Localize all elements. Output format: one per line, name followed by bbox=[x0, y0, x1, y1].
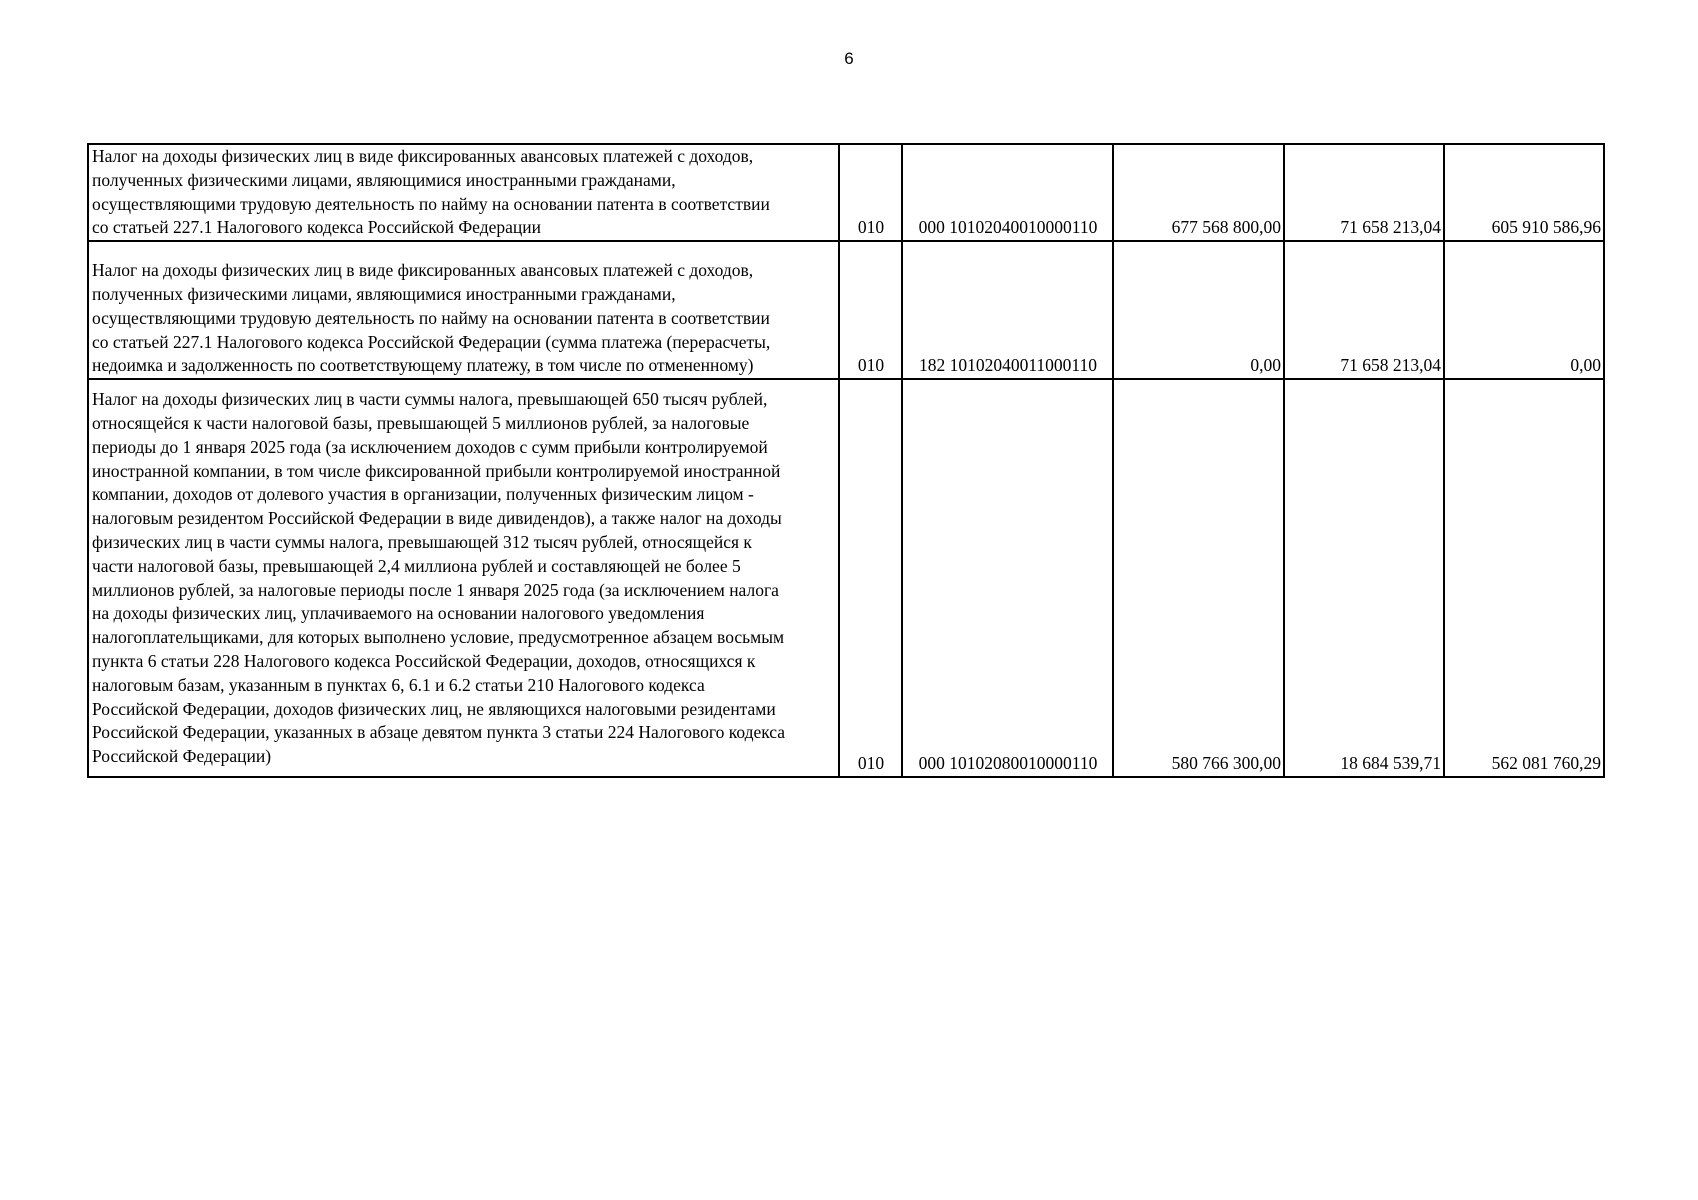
row-unexecuted: 562 081 760,29 bbox=[1444, 379, 1604, 777]
row-unexecuted: 0,00 bbox=[1444, 241, 1604, 379]
row-line-code: 010 bbox=[839, 144, 902, 241]
row-executed: 18 684 539,71 bbox=[1284, 379, 1444, 777]
row-approved: 580 766 300,00 bbox=[1113, 379, 1284, 777]
row-description: Налог на доходы физических лиц в виде фиксированных авансовых платежей с доходов, полученных физическими лицами, являющимися иностранными гражданами, осуществляющими трудовую деятельность по найму на основании патента в соответствии со статьей 227.1 Налогового кодекса Российской Федерации bbox=[88, 144, 839, 241]
row-line-code: 010 bbox=[839, 379, 902, 777]
table-row bbox=[88, 379, 1604, 777]
row-approved: 0,00 bbox=[1113, 241, 1284, 379]
row-budget-code: 182 10102040011000110 bbox=[902, 241, 1113, 379]
row-budget-code: 000 10102080010000110 bbox=[902, 379, 1113, 777]
row-description: Налог на доходы физических лиц в виде фиксированных авансовых платежей с доходов, полученных физическими лицами, являющимися иностранными гражданами, осуществляющими трудовую деятельность по найму на основании патента в соответствии со статьей 227.1 Налогового кодекса Российской Федерации (сумма платежа (перерасчеты, недоимка и задолженность по соответствующему платежу, в том числе по отмененному) bbox=[88, 241, 839, 379]
income-table bbox=[87, 143, 1605, 778]
row-line-code: 010 bbox=[839, 241, 902, 379]
row-unexecuted: 605 910 586,96 bbox=[1444, 144, 1604, 241]
row-approved: 677 568 800,00 bbox=[1113, 144, 1284, 241]
row-executed: 71 658 213,04 bbox=[1284, 144, 1444, 241]
row-executed: 71 658 213,04 bbox=[1284, 241, 1444, 379]
table-row bbox=[88, 241, 1604, 379]
row-description: Налог на доходы физических лиц в части суммы налога, превышающей 650 тысяч рублей, относящейся к части налоговой базы, превышающей 5 миллионов рублей, за налоговые периоды до 1 января 2025 года (за исключением доходов с сумм прибыли контролируемой иностранной компании, в том числе фиксированной прибыли контролируемой иностранной компании, доходов от долевого участия в организации, полученных физическим лицом - налоговым резидентом Российской Федерации в виде дивидендов), а также налог на доходы физических лиц в части суммы налога, превышающей 312 тысяч рублей, относящейся к части налоговой базы, превышающей 2,4 миллиона рублей и составляющей не более 5 миллионов рублей, за налоговые периоды после 1 января 2025 года (за исключением налога на доходы физических лиц, уплачиваемого на основании налогового уведомления налогоплательщиками, для которых выполнено условие, предусмотренное абзацем восьмым пункта 6 статьи 228 Налогового кодекса Российской Федерации, доходов, относящихся к налоговым базам, указанным в пунктах 6, 6.1 и 6.2 статьи 210 Налогового кодекса Российской Федерации, доходов физических лиц, не являющихся налоговыми резидентами Российской Федерации, указанных в абзаце девятом пункта 3 статьи 224 Налогового кодекса Российской Федерации) bbox=[88, 379, 839, 777]
page-number: 6 bbox=[844, 49, 854, 68]
table-row bbox=[88, 144, 1604, 241]
row-budget-code: 000 10102040010000110 bbox=[902, 144, 1113, 241]
